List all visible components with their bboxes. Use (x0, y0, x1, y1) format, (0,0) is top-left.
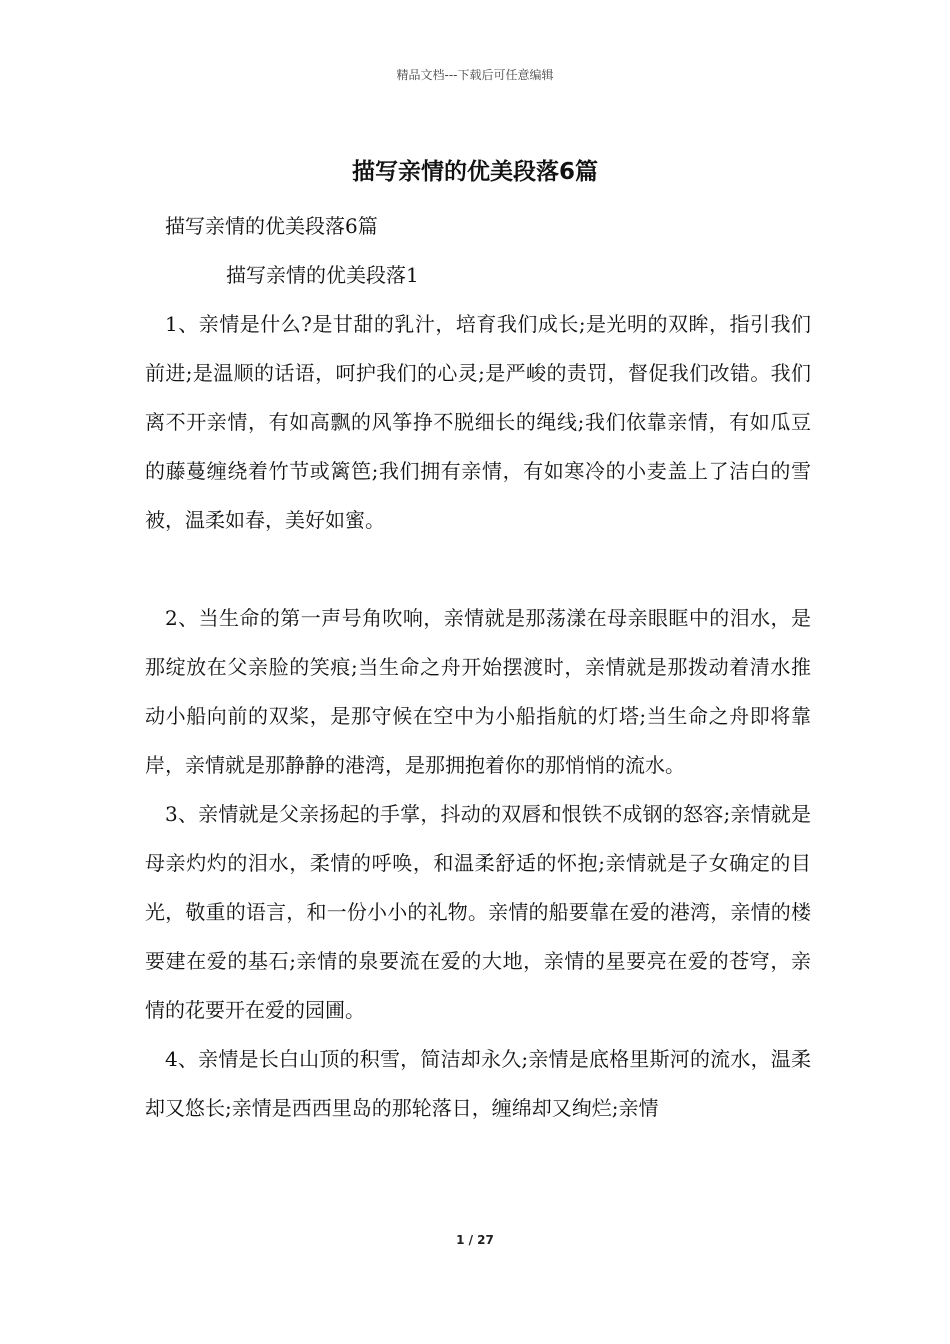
page-header: 精品文档---下载后可任意编辑 (396, 68, 554, 82)
paragraph-2: 2、当生命的第一声号角吹响，亲情就是那荡漾在母亲眼眶中的泪水，是那绽放在父亲脸的笑痕;当生命之舟开始摆渡时，亲情就是那拨动着清水推动小船向前的双桨，是那守候在空中为小船指航的灯塔;当生命之舟即将靠岸，亲情就是那静静的港湾，是那拥抱着你的那悄悄的流水。 (145, 606, 811, 777)
document-title: 描写亲情的优美段落6篇 (351, 159, 598, 185)
paragraph-3: 3、亲情就是父亲扬起的手掌，抖动的双唇和恨铁不成钢的怒容;亲情就是母亲灼灼的泪水，柔情的呼唤，和温柔舒适的怀抱;亲情就是子女确定的目光，敬重的语言，和一份小小的礼物。亲情的船要靠在爱的港湾，亲情的楼要建在爱的基石;亲情的泉要流在爱的大地，亲情的星要亮在爱的苍穹，亲情的花要开在爱的园圃。 (145, 802, 811, 1022)
document-body (145, 300, 811, 1133)
paragraph-4: 4、亲情是长白山顶的积雪，简洁却永久;亲情是底格里斯河的流水，温柔却又悠长;亲情是西西里岛的那轮落日，缠绵却又绚烂;亲情 (145, 1047, 811, 1120)
section-heading: 描写亲情的优美段落1 (226, 263, 419, 287)
page-number: 1 / 27 (456, 1233, 494, 1247)
paragraph-1: 1、亲情是什么?是甘甜的乳汁，培育我们成长;是光明的双眸，指引我们前进;是温顺的话语，呵护我们的心灵;是严峻的责罚，督促我们改错。我们离不开亲情，有如高飘的风筝挣不脱细长的绳线;我们依靠亲情，有如瓜豆的藤蔓缠绕着竹节或篱笆;我们拥有亲情，有如寒冷的小麦盖上了洁白的雪被，温柔如春，美好如蜜。 (145, 312, 811, 532)
document-subtitle: 描写亲情的优美段落6篇 (165, 214, 378, 238)
